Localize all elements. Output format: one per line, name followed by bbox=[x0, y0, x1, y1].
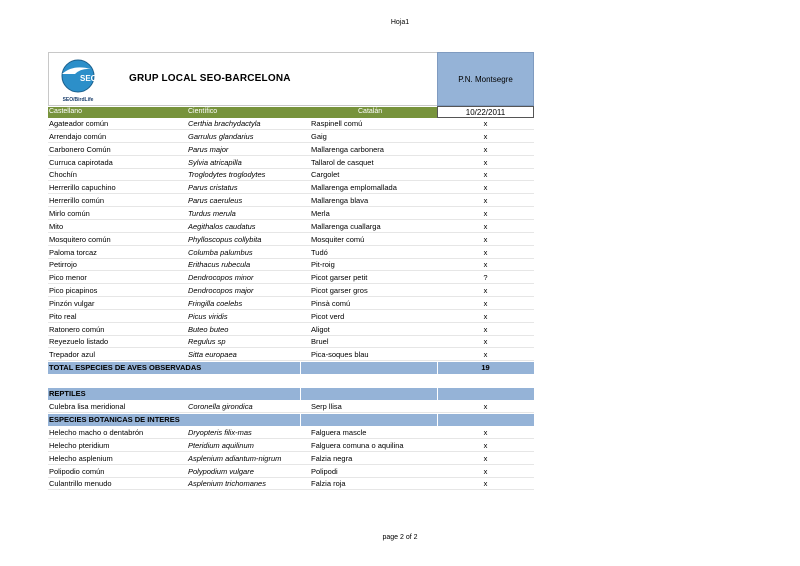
table-row bbox=[48, 157, 534, 169]
scientific-name: Polypodium vulgare bbox=[188, 466, 254, 476]
scientific-name: Certhia brachydactyla bbox=[188, 119, 261, 128]
observed-mark: x bbox=[483, 157, 488, 167]
common-name: Trepador azul bbox=[49, 350, 95, 360]
observed-mark: x bbox=[483, 170, 488, 180]
scientific-name: Parus cristatus bbox=[188, 183, 238, 193]
observed-mark: x bbox=[483, 208, 488, 218]
reptiles-band bbox=[48, 388, 534, 400]
scientific-name: Dendrocopos major bbox=[188, 286, 254, 296]
table-row bbox=[48, 118, 534, 130]
observed-mark: x bbox=[483, 337, 488, 347]
catalan-name: Falzia roja bbox=[311, 479, 346, 489]
scientific-name: Asplenium trichomanes bbox=[188, 479, 266, 489]
scientific-name: Troglodytes troglodytes bbox=[188, 170, 266, 180]
total-value: 19 bbox=[481, 363, 490, 372]
common-name: Polipodio común bbox=[49, 466, 105, 476]
observed-mark: x bbox=[483, 311, 488, 321]
observed-mark: x bbox=[483, 286, 488, 296]
common-name: Chochín bbox=[49, 170, 77, 180]
observed-mark: x bbox=[483, 440, 488, 450]
common-name: Ratonero común bbox=[49, 324, 105, 334]
common-name: Herrerillo capuchino bbox=[49, 183, 116, 193]
catalan-name: Polipodi bbox=[311, 466, 338, 476]
catalan-name: Serp llisa bbox=[311, 402, 342, 411]
catalan-name: Picot garser petit bbox=[311, 273, 368, 283]
seo-birdlife-logo bbox=[53, 56, 103, 104]
table-row bbox=[48, 311, 534, 323]
total-row bbox=[48, 362, 534, 374]
catalan-name: Mallarenga emplomallada bbox=[311, 183, 397, 193]
col-catalan: Catalán bbox=[358, 108, 383, 115]
catalan-name: Picot garser gros bbox=[311, 286, 368, 296]
catalan-name: Pit-roig bbox=[311, 260, 335, 270]
table-row bbox=[48, 466, 534, 478]
scientific-name: Sylvia atricapilla bbox=[188, 157, 242, 167]
org-name: GRUP LOCAL SEO-BARCELONA bbox=[129, 73, 291, 84]
catalan-name: Tudó bbox=[311, 247, 328, 257]
observed-mark: x bbox=[483, 221, 488, 231]
table-row bbox=[48, 453, 534, 465]
catalan-name: Bruel bbox=[311, 337, 329, 347]
park-name: P.N. Montsegre bbox=[437, 52, 534, 106]
observed-mark: x bbox=[483, 183, 488, 193]
table-row bbox=[48, 169, 534, 181]
catalan-name: Pinsà comú bbox=[311, 298, 351, 308]
observed-mark: x bbox=[483, 119, 488, 128]
observed-mark: x bbox=[483, 234, 488, 244]
catalan-name: Aligot bbox=[311, 324, 330, 334]
scientific-name: Erithacus rubecula bbox=[188, 260, 251, 270]
observed-mark: ? bbox=[483, 273, 488, 283]
catalan-name: Raspinell comú bbox=[311, 119, 363, 128]
table-row bbox=[48, 221, 534, 233]
scientific-name: Regulus sp bbox=[188, 337, 226, 347]
common-name: Pico menor bbox=[49, 273, 87, 283]
logo-text: SEO bbox=[80, 74, 97, 83]
date-cell: 10/22/2011 bbox=[437, 106, 534, 118]
scientific-name: Pteridium aquilinum bbox=[188, 440, 254, 450]
table-row bbox=[48, 247, 534, 259]
scientific-name: Parus major bbox=[188, 144, 229, 154]
table-row bbox=[48, 195, 534, 207]
catalan-name: Falzia negra bbox=[311, 453, 353, 463]
table-row bbox=[48, 285, 534, 297]
table-row bbox=[48, 324, 534, 336]
catalan-name: Tallarol de casquet bbox=[311, 157, 374, 167]
common-name: Pito real bbox=[49, 311, 77, 321]
catalan-name: Merla bbox=[311, 208, 330, 218]
common-name: Reyezuelo listado bbox=[49, 337, 109, 347]
scientific-name: Phylloscopus collybita bbox=[188, 234, 262, 244]
table-row bbox=[48, 336, 534, 348]
table-row bbox=[48, 427, 534, 439]
table-row bbox=[48, 401, 534, 413]
header-box bbox=[48, 52, 437, 106]
scientific-name: Coronella girondica bbox=[188, 402, 253, 411]
observed-mark: x bbox=[483, 196, 488, 206]
observed-mark: x bbox=[483, 247, 488, 257]
common-name: Mirlo común bbox=[49, 208, 90, 218]
common-name: Carbonero Común bbox=[49, 144, 111, 154]
observed-mark: x bbox=[483, 144, 488, 154]
plants-label: ESPECIES BOTANICAS DE INTERES bbox=[49, 415, 180, 424]
table-row bbox=[48, 349, 534, 361]
common-name: Culantrillo menudo bbox=[49, 479, 112, 489]
catalan-name: Falguera mascle bbox=[311, 428, 367, 437]
scientific-name: Dryopteris filix-mas bbox=[188, 428, 252, 437]
scientific-name: Dendrocopos minor bbox=[188, 273, 254, 283]
plants-band bbox=[48, 414, 534, 426]
observed-mark: x bbox=[483, 298, 488, 308]
common-name: Helecho asplenium bbox=[49, 453, 113, 463]
catalan-name: Mallarenga carbonera bbox=[311, 144, 384, 154]
sheet-name: Hoja1 bbox=[390, 19, 410, 26]
page-footer: page 2 of 2 bbox=[382, 534, 418, 541]
scientific-name: Fringilla coelebs bbox=[188, 298, 243, 308]
observed-mark: x bbox=[483, 350, 488, 360]
table-row bbox=[48, 131, 534, 143]
observed-mark: x bbox=[483, 402, 488, 411]
scientific-name: Garrulus glandarius bbox=[188, 131, 254, 141]
col-castellano: Castellano bbox=[49, 108, 83, 115]
reptiles-label: REPTILES bbox=[49, 389, 86, 398]
catalan-name: Picot verd bbox=[311, 311, 345, 321]
common-name: Helecho pteridium bbox=[49, 440, 110, 450]
scientific-name: Columba palumbus bbox=[188, 247, 253, 257]
table-row bbox=[48, 182, 534, 194]
table-row bbox=[48, 208, 534, 220]
scientific-name: Aegithalos caudatus bbox=[188, 221, 256, 231]
catalan-name: Mallarenga blava bbox=[311, 196, 369, 206]
table-row bbox=[48, 144, 534, 156]
common-name: Pico picapinos bbox=[49, 286, 98, 296]
common-name: Culebra lisa meridional bbox=[49, 402, 126, 411]
logo-subtext: SEO/BirdLife bbox=[62, 97, 94, 103]
catalan-name: Pica-soques blau bbox=[311, 350, 369, 360]
scientific-name: Asplenium adiantum-nigrum bbox=[188, 453, 282, 463]
scientific-name: Parus caeruleus bbox=[188, 196, 243, 206]
scientific-name: Sitta europaea bbox=[188, 350, 237, 360]
observed-mark: x bbox=[483, 324, 488, 334]
common-name: Mosquitero común bbox=[49, 234, 111, 244]
common-name: Mito bbox=[49, 221, 64, 231]
common-name: Paloma torcaz bbox=[49, 247, 97, 257]
common-name: Herrerillo común bbox=[49, 196, 105, 206]
catalan-name: Mosquiter comú bbox=[311, 234, 365, 244]
observed-mark: x bbox=[483, 479, 488, 489]
catalan-name: Cargolet bbox=[311, 170, 340, 180]
scientific-name: Turdus merula bbox=[188, 208, 236, 218]
common-name: Agateador común bbox=[49, 119, 109, 128]
table-row bbox=[48, 259, 534, 271]
table-row bbox=[48, 440, 534, 452]
common-name: Helecho macho o dentabrón bbox=[49, 428, 144, 437]
observed-mark: x bbox=[483, 260, 488, 270]
col-cientifico: Científico bbox=[188, 108, 218, 115]
observed-mark: x bbox=[483, 428, 488, 437]
observed-mark: x bbox=[483, 131, 488, 141]
table-row bbox=[48, 272, 534, 284]
table-row bbox=[48, 478, 534, 490]
total-label: TOTAL ESPECIES DE AVES OBSERVADAS bbox=[49, 363, 202, 372]
common-name: Curruca capirotada bbox=[49, 157, 113, 167]
catalan-name: Mallarenga cuallarga bbox=[311, 221, 381, 231]
observed-mark: x bbox=[483, 466, 488, 476]
column-header bbox=[48, 107, 437, 118]
observed-mark: x bbox=[483, 453, 488, 463]
common-name: Petirrojo bbox=[49, 260, 77, 270]
table-row bbox=[48, 298, 534, 310]
catalan-name: Falguera comuna o aquilina bbox=[311, 440, 404, 450]
table-row bbox=[48, 234, 534, 246]
catalan-name: Gaig bbox=[311, 131, 327, 141]
scientific-name: Buteo buteo bbox=[188, 324, 229, 334]
common-name: Arrendajo común bbox=[49, 131, 107, 141]
scientific-name: Picus viridis bbox=[188, 311, 228, 321]
common-name: Pinzón vulgar bbox=[49, 298, 95, 308]
